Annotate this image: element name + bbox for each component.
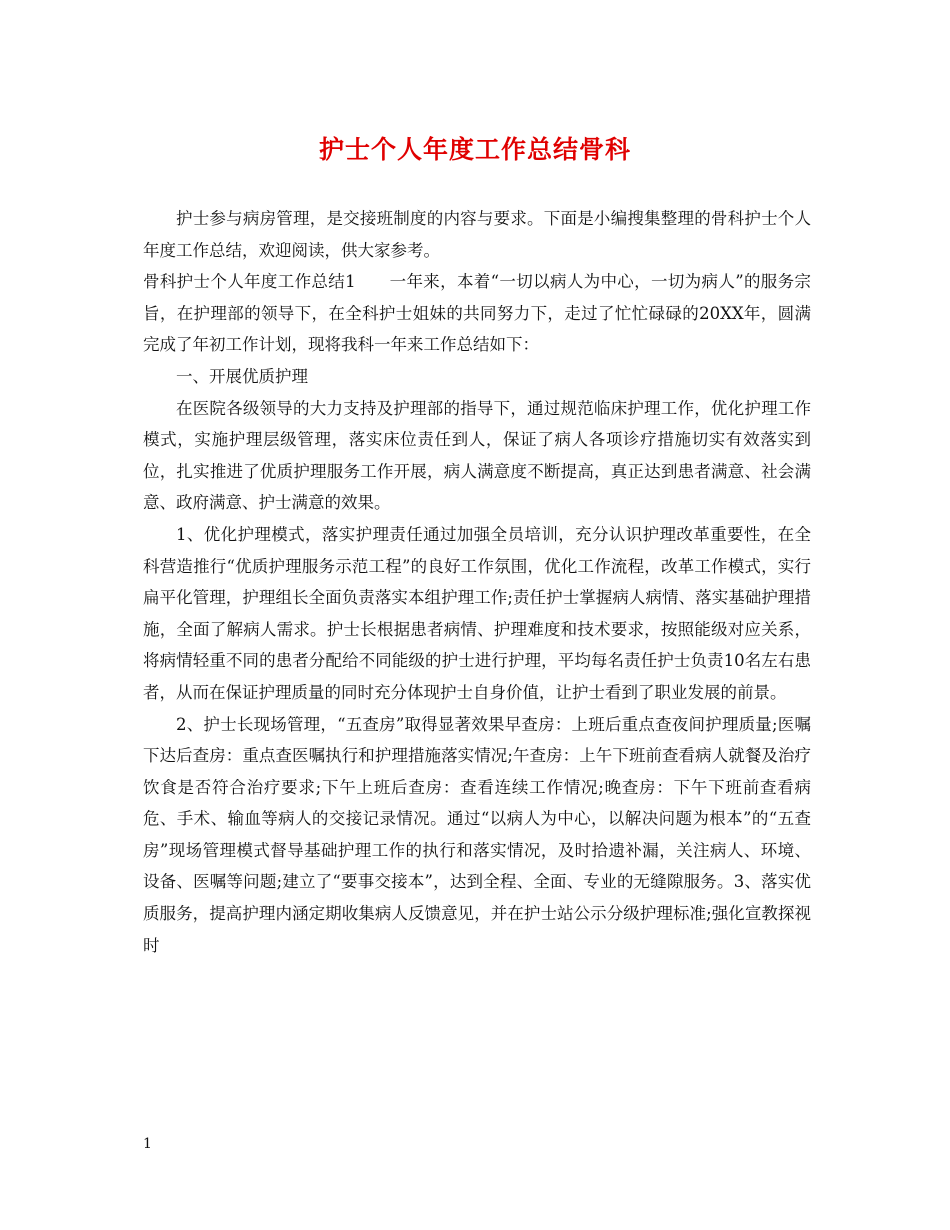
paragraph-quality-care: 在医院各级领导的大力支持及护理部的指导下，通过规范临床护理工作，优化护理工作模式，实施护理层级管理，落实床位责任到人，保证了病人各项诊疗措施切实有效落实到位，扎实推进了优质护理服务工作开展，病人满意度不断提高，真正达到患者满意、社会满意、政府满意、护士满意的效果。 — [143, 398, 811, 513]
page-number: 1 — [143, 1136, 152, 1152]
paragraph-summary-heading: 骨科护士个人年度工作总结1 一年来，本着“一切以病人为中心，一切为病人”的服务宗旨，在护理部的领导下，在全科护士姐妹的共同努力下，走过了忙忙碌碌的20XX年，圆满完成了年初工作计划，现将我科一年来工作总结如下： — [143, 272, 811, 355]
document-body — [143, 203, 811, 961]
section-heading-quality-care: 一、开展优质护理 — [176, 366, 308, 386]
paragraph-intro: 护士参与病房管理，是交接班制度的内容与要求。下面是小编搜集整理的骨科护士个人年度工作总结，欢迎阅读，供大家参考。 — [143, 209, 811, 260]
paragraph-ward-rounds: 2、护士长现场管理，“五查房”取得显著效果早查房：上班后重点查夜间护理质量;医嘱下达后查房：重点查医嘱执行和护理措施落实情况;午查房：上午下班前查看病人就餐及治疗饮食是否符合治疗要求;下午上班后查房：查看连续工作情况;晚查房：下午下班前查看病危、手术、输血等病人的交接记录情况。通过“以病人为中心，以解决问题为根本”的“五查房”现场管理模式督导基础护理工作的执行和落实情况，及时拾遗补漏，关注病人、环境、设备、医嘱等问题;建立了“要事交接本”，达到全程、全面、专业的无缝隙服务。3、落实优质服务，提高护理内涵定期收集病人反馈意见，并在护士站公示分级护理标准;强化宣教探视时 — [143, 714, 811, 955]
document-title: 护士个人年度工作总结骨科 — [318, 135, 631, 164]
paragraph-nursing-model: 1、优化护理模式，落实护理责任通过加强全员培训，充分认识护理改革重要性，在全科营造推行“优质护理服务示范工程”的良好工作氛围，优化工作流程，改革工作模式，实行扁平化管理，护理组长全面负责落实本组护理工作;责任护士掌握病人病情、落实基础护理措施，全面了解病人需求。护士长根据患者病情、护理难度和技术要求，按照能级对应关系，将病情轻重不同的患者分配给不同能级的护士进行护理，平均每名责任护士负责10名左右患者，从而在保证护理质量的同时充分体现护士自身价值，让护士看到了职业发展的前景。 — [143, 524, 811, 702]
